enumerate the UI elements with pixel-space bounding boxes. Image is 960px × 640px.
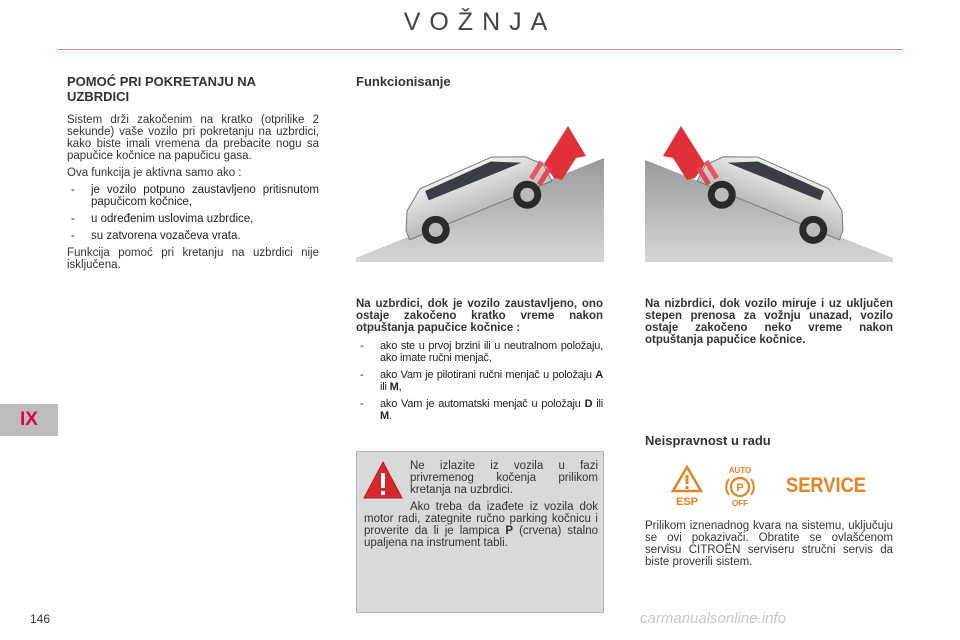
malfunction-description — [645, 520, 893, 573]
warning-paragraph-1: Ne izlazite iz vozila u fazi privremenog kočenja prilikom kretanja na uzbrdici. — [410, 460, 598, 496]
uphill-bold-text: Na uzbrdici, dok je vozilo zaustavljeno, ono ostaje zakočeno kratko vreme nakon otpuštanja papučice kočnice : — [356, 298, 603, 334]
uphill-conditions-list — [356, 340, 603, 422]
malfunction-heading: Neispravnost u radu — [645, 433, 771, 448]
chapter-tab: IX — [0, 404, 58, 436]
list-item: - su zatvorena vozačeva vrata. — [67, 230, 319, 242]
uphill-description — [356, 298, 603, 427]
list-item: - je vozilo potpuno zaustavljeno pritisnutom papučicom kočnice, — [67, 184, 319, 208]
svg-text:SERVICE: SERVICE — [786, 474, 866, 497]
warning-lamps — [670, 465, 870, 507]
header-divider — [58, 49, 902, 50]
svg-text:P: P — [736, 482, 744, 494]
list-item: - ako ste u prvoj brzini ili u neutralnom položaju, ako imate ručni menjač, — [356, 340, 603, 364]
hill-start-note: Funkcija pomoć pri kretanju na uzbrdici nije isključena. — [67, 247, 319, 271]
uphill-car-illustration — [356, 120, 604, 262]
page-number: 146 — [30, 612, 51, 626]
list-item: - ako Vam je pilotirani ručni menjač u položaju A ili M, — [356, 369, 603, 393]
page-title: VOŽNJA — [403, 8, 557, 36]
downhill-bold-text: Na nizbrdici, dok vozilo miruje i uz uključen stepen prenosa za vožnju unazad, vozilo ostaje zakočeno neko vreme nakon otpuštanja papučice kočnice. — [645, 298, 893, 346]
watermark: carmanualsonline.info — [640, 610, 786, 627]
downhill-description — [645, 298, 893, 352]
left-column — [67, 74, 319, 276]
svg-text:ESP: ESP — [675, 496, 699, 507]
hill-start-heading: POMOĆ PRI POKRETANJU NA UZBRDICI — [67, 74, 256, 104]
reverse-car-illustration — [645, 120, 893, 262]
operation-heading: Funkcionisanje — [356, 74, 451, 89]
svg-text:OFF: OFF — [732, 499, 748, 507]
service-warning-icon — [784, 471, 870, 497]
warning-box — [356, 451, 604, 613]
warning-text — [364, 460, 598, 554]
condition-list — [67, 184, 319, 242]
malfunction-text: Prilikom iznenadnog kvara na sistemu, uključuju se ovi pokazivači. Obratite se ovlašćenom servisu CITROËN serviseru stručni servis da biste proverili sistem. — [645, 520, 893, 568]
esp-warning-icon — [670, 465, 704, 507]
warning-paragraph-2: Ako treba da izađete iz vozila dok motor radi, zategnite ručno parking kočnicu i proverite da li je lampica P (crvena) stalno upaljena na instrument tabli. — [364, 501, 598, 549]
list-item: - u određenim uslovima uzbrdice, — [67, 213, 319, 225]
list-item: - ako Vam je automatski menjač u položaju D ili M. — [356, 398, 603, 422]
hill-start-condition-intro: Ova funkcija je aktivna samo ako : — [67, 167, 242, 179]
hill-start-intro: Sistem drži zakočenim na kratko (otprilike 2 sekunde) vaše vozilo pri pokretanju na uzbrdici, kako biste imali vremena da prebacite nogu sa papučice kočnice na papučicu gasa. — [67, 114, 319, 162]
svg-text:AUTO: AUTO — [728, 466, 752, 475]
auto-p-off-icon — [722, 465, 758, 507]
